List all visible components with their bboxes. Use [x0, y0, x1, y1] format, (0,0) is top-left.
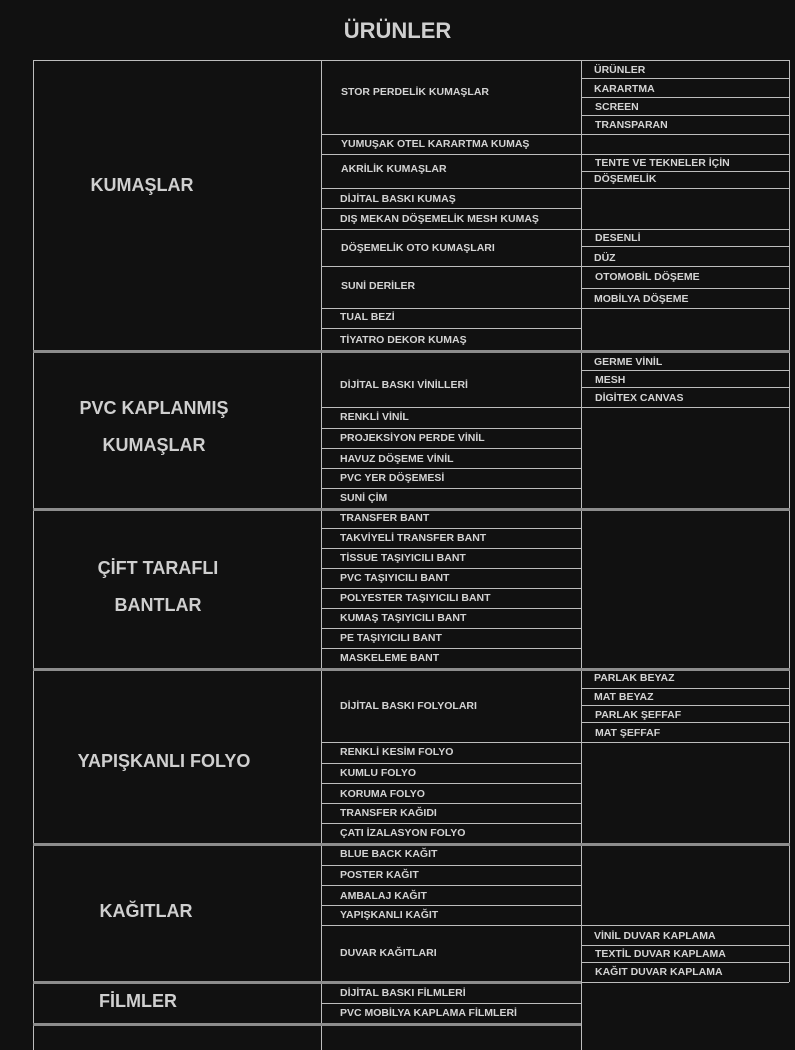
- row-divider: [321, 548, 581, 549]
- row-divider: [581, 308, 789, 309]
- row-divider: [321, 568, 581, 569]
- subproduct-item: PARLAK ŞEFFAF: [595, 709, 682, 721]
- table-top-border: [33, 60, 789, 61]
- product-item: DIŞ MEKAN DÖŞEMELİK MESH KUMAŞ: [340, 213, 539, 225]
- product-item: DİJİTAL BASKI FİLMLERİ: [340, 987, 466, 999]
- row-divider: [321, 134, 581, 135]
- product-item: KUMLU FOLYO: [340, 767, 417, 779]
- category-label: [14, 390, 294, 464]
- product-item: PVC MOBİLYA KAPLAMA FİLMLERİ: [340, 1007, 517, 1019]
- subproduct-item: OTOMOBİL DÖŞEME: [595, 271, 700, 283]
- subproduct-item: TEXTİL DUVAR KAPLAMA: [595, 948, 726, 960]
- row-divider: [581, 387, 789, 388]
- row-divider: [581, 246, 789, 247]
- product-item: AMBALAJ KAĞIT: [340, 890, 427, 902]
- category-label-line: BANTLAR: [114, 595, 202, 615]
- category-label-line: KUMAŞLAR: [90, 174, 194, 195]
- row-divider: [581, 370, 789, 371]
- row-divider: [581, 154, 789, 155]
- product-item: HAVUZ DÖŞEME VİNİL: [340, 453, 454, 465]
- row-divider: [581, 266, 789, 267]
- product-item: SUNİ DERİLER: [341, 280, 416, 292]
- product-item: DÖŞEMELİK OTO KUMAŞLARI: [341, 242, 495, 254]
- product-item: PROJEKSİYON PERDE VİNİL: [340, 432, 485, 444]
- product-item: DİJİTAL BASKI VİNİLLERİ: [340, 379, 468, 391]
- row-divider: [321, 925, 581, 926]
- subproduct-item: TRANSPARAN: [595, 119, 668, 131]
- row-divider: [581, 78, 789, 79]
- row-divider: [581, 134, 789, 135]
- product-item: YUMUŞAK OTEL KARARTMA KUMAŞ: [341, 138, 530, 150]
- row-divider: [581, 722, 789, 723]
- product-item: SUNİ ÇİM: [340, 492, 388, 504]
- row-divider: [581, 925, 789, 926]
- product-item: AKRİLİK KUMAŞLAR: [341, 163, 447, 175]
- product-item: PVC TAŞIYICILI BANT: [340, 572, 450, 584]
- subproduct-item: DESENLİ: [595, 232, 641, 244]
- row-divider: [581, 115, 789, 116]
- row-divider: [321, 208, 581, 209]
- product-item: RENKLİ VİNİL: [340, 411, 409, 423]
- product-item: BLUE BACK KAĞIT: [340, 848, 438, 860]
- row-divider: [321, 588, 581, 589]
- row-divider: [581, 962, 789, 963]
- product-item: YAPIŞKANLI KAĞIT: [340, 909, 439, 921]
- row-divider: [581, 742, 789, 743]
- category-separator: [33, 1023, 581, 1026]
- category-label-line: YAPIŞKANLI FOLYO: [77, 750, 251, 771]
- row-divider: [321, 328, 581, 329]
- subproduct-item: VİNİL DUVAR KAPLAMA: [594, 930, 716, 942]
- row-divider: [581, 688, 789, 689]
- row-divider: [321, 885, 581, 886]
- row-divider: [321, 763, 581, 764]
- product-item: DİJİTAL BASKI FOLYOLARI: [340, 700, 477, 712]
- category-label-line: FİLMLER: [99, 990, 177, 1011]
- category-label-line: KUMAŞLAR: [102, 435, 206, 455]
- product-item: KORUMA FOLYO: [340, 788, 425, 800]
- category-label: [2, 167, 282, 204]
- category-label: [6, 893, 286, 930]
- category-separator: [33, 668, 790, 671]
- product-item: POLYESTER TAŞIYICILI BANT: [340, 592, 491, 604]
- row-divider: [321, 865, 581, 866]
- category-label-line: ÇİFT TARAFLI: [97, 558, 219, 578]
- product-item: TRANSFER KAĞIDI: [340, 807, 437, 819]
- category-label: [24, 743, 304, 780]
- row-divider: [321, 154, 581, 155]
- row-divider: [321, 823, 581, 824]
- product-item: RENKLİ KESİM FOLYO: [340, 746, 454, 758]
- product-item: ÇATI İZALASYON FOLYO: [340, 827, 466, 839]
- row-divider: [321, 608, 581, 609]
- page-title: ÜRÜNLER: [343, 18, 452, 43]
- subproduct-item: KARARTMA: [594, 83, 655, 95]
- product-item: TRANSFER BANT: [340, 512, 430, 524]
- row-divider: [321, 188, 581, 189]
- subproduct-item: GERME VİNİL: [594, 356, 663, 368]
- category-separator: [33, 843, 790, 846]
- subproduct-item: DİGİTEX CANVAS: [595, 392, 684, 404]
- row-divider: [321, 308, 581, 309]
- product-item: POSTER KAĞIT: [340, 869, 419, 881]
- subproduct-item: TENTE VE TEKNELER İÇİN: [595, 157, 730, 169]
- product-item: TİSSUE TAŞIYICILI BANT: [340, 552, 466, 564]
- row-divider: [581, 188, 789, 189]
- subproduct-item: MOBİLYA DÖŞEME: [594, 293, 689, 305]
- category-separator: [33, 981, 581, 984]
- row-divider: [581, 288, 789, 289]
- row-divider: [581, 407, 789, 408]
- row-divider: [321, 628, 581, 629]
- row-divider: [321, 528, 581, 529]
- subproduct-item: KAĞIT DUVAR KAPLAMA: [595, 966, 723, 978]
- row-divider: [581, 229, 789, 230]
- row-divider: [321, 448, 581, 449]
- product-item: MASKELEME BANT: [340, 652, 440, 664]
- row-divider: [321, 488, 581, 489]
- row-divider: [321, 742, 581, 743]
- row-divider: [321, 905, 581, 906]
- row-divider: [321, 1003, 581, 1004]
- product-item: TAKVİYELİ TRANSFER BANT: [340, 532, 487, 544]
- subproduct-item: SCREEN: [595, 101, 639, 113]
- subproduct-item: DÖŞEMELİK: [594, 173, 657, 185]
- subproduct-item: DÜZ: [594, 252, 616, 264]
- row-divider: [581, 705, 789, 706]
- category-label-line: PVC KAPLANMIŞ: [79, 398, 229, 418]
- product-item: PE TAŞIYICILI BANT: [340, 632, 442, 644]
- subproduct-item: MAT BEYAZ: [594, 691, 654, 703]
- product-item: TUAL BEZİ: [340, 311, 395, 323]
- row-divider: [321, 229, 581, 230]
- subproduct-item: ÜRÜNLER: [594, 64, 646, 76]
- product-column-divider: [581, 60, 582, 1050]
- row-divider: [321, 648, 581, 649]
- product-item: DUVAR KAĞITLARI: [340, 947, 437, 959]
- category-label: [0, 983, 278, 1020]
- row-divider: [581, 945, 789, 946]
- product-item: PVC YER DÖŞEMESİ: [340, 472, 445, 484]
- category-label-line: KAĞITLAR: [99, 900, 193, 921]
- category-label: [18, 550, 298, 624]
- product-item: STOR PERDELİK KUMAŞLAR: [341, 86, 489, 98]
- row-divider: [581, 97, 789, 98]
- row-divider: [321, 266, 581, 267]
- product-item: DİJİTAL BASKI KUMAŞ: [340, 193, 456, 205]
- row-divider: [321, 407, 581, 408]
- row-divider: [321, 428, 581, 429]
- product-item: KUMAŞ TAŞIYICILI BANT: [340, 612, 467, 624]
- subproduct-item: PARLAK BEYAZ: [594, 672, 675, 684]
- category-separator: [33, 350, 790, 353]
- row-divider: [321, 468, 581, 469]
- product-item: TİYATRO DEKOR KUMAŞ: [340, 334, 467, 346]
- subproduct-item: MESH: [595, 374, 626, 386]
- row-divider: [321, 803, 581, 804]
- row-divider: [321, 783, 581, 784]
- row-divider: [581, 982, 789, 983]
- subproduct-item: MAT ŞEFFAF: [595, 727, 661, 739]
